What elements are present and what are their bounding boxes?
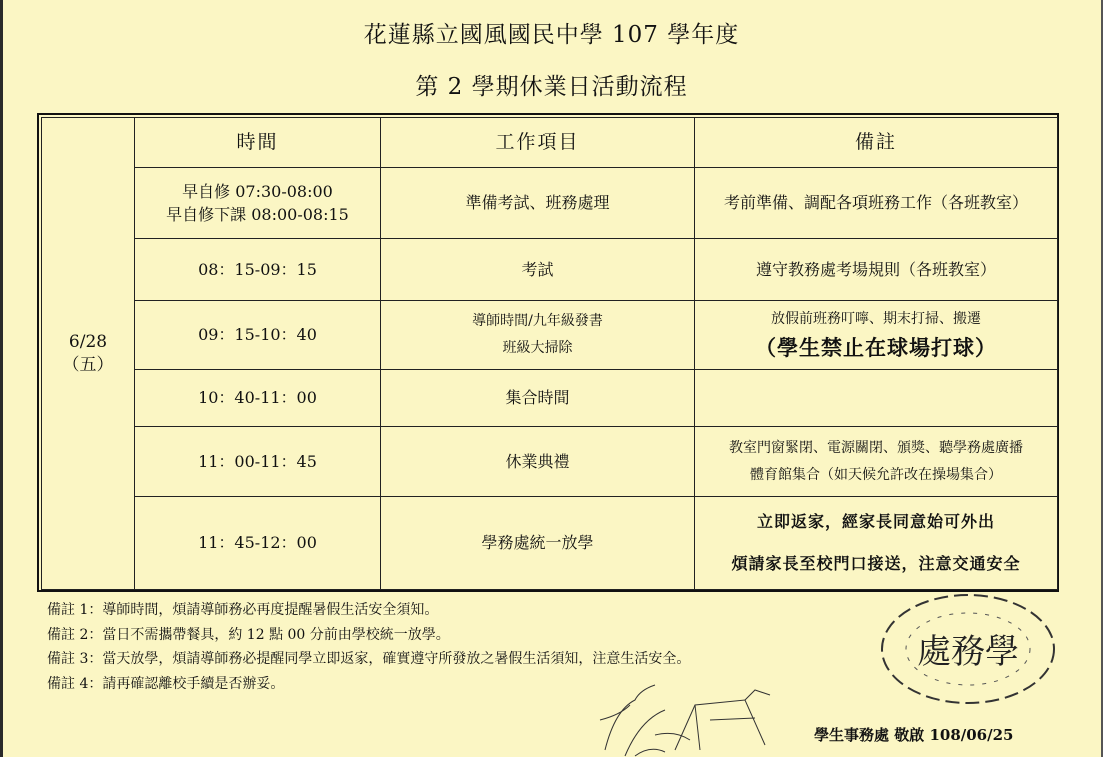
time-cell [135, 497, 381, 590]
table-row [42, 168, 1058, 239]
item-cell [381, 168, 695, 239]
document-title: 花蓮縣立國風國民中學 107 學年度 [363, 22, 740, 48]
page-left-edge [0, 0, 3, 757]
decorative-sketch-image [595, 660, 775, 757]
footnote-line: 備註 3：當天放學，煩請導師務必提醒同學立即返家，確實遵守所發放之暑假生活須知，注意生活安全。 [47, 651, 691, 667]
time-text: 11：00-11：45 [198, 451, 317, 471]
note-cell [695, 239, 1058, 301]
time-cell [135, 370, 381, 427]
note-text: 教室門窗緊閉、電源關閉、頒獎、聽學務處廣播 [729, 439, 1023, 456]
time-text: 10：40-11：00 [198, 388, 317, 408]
note-text: 遵守教務處考場規則（各班教室） [755, 259, 996, 279]
note-text: 體育館集合（如天候允許改在操場集合） [750, 466, 1002, 483]
item-cell [381, 301, 695, 370]
time-cell [135, 239, 381, 301]
column-header-time: 時間 [135, 118, 381, 168]
note-cell [695, 370, 1058, 427]
date-cell [42, 118, 135, 590]
footnote-line: 備註 2：當日不需攜帶餐具，約 12 點 00 分前由學校統一放學。 [47, 626, 450, 643]
note-cell [695, 301, 1058, 370]
stamp-text: 處務學 [917, 632, 1019, 672]
document-subtitle: 第 2 學期休業日活動流程 [415, 74, 688, 100]
footnote-line: 備註 4：請再確認離校手續是否辦妥。 [47, 675, 285, 692]
table-header-row [42, 118, 1058, 168]
note-cell [695, 427, 1058, 497]
item-text: 休業典禮 [505, 451, 570, 471]
item-cell [381, 370, 695, 427]
item-cell [381, 239, 695, 301]
time-cell [135, 427, 381, 497]
item-text: 考試 [521, 259, 554, 279]
table-row [42, 370, 1058, 427]
item-text: 導師時間/九年級發書 [472, 313, 603, 330]
item-text: 班級大掃除 [502, 340, 573, 356]
item-cell [381, 497, 695, 590]
time-text: 08：15-09：15 [198, 259, 317, 279]
schedule-table [41, 117, 1058, 590]
note-cell [695, 497, 1058, 590]
time-text: 早自修 07:30-08:00 [182, 181, 333, 201]
time-text: 11：45-12：00 [198, 533, 317, 553]
table-row [42, 427, 1058, 497]
time-text: 09：15-10：40 [198, 325, 317, 345]
time-cell [135, 168, 381, 239]
note-cell [695, 168, 1058, 239]
note-text: 立即返家，經家長同意始可外出 [756, 512, 995, 532]
weekday-label: （五） [62, 354, 114, 375]
item-cell [381, 427, 695, 497]
note-text: 煩請家長至校門口接送，注意交通安全 [731, 554, 1021, 573]
table-row [42, 497, 1058, 590]
date-label: 6/28 [68, 332, 108, 353]
table-row [42, 301, 1058, 370]
item-text: 學務處統一放學 [481, 533, 594, 553]
item-text: 準備考試、班務處理 [465, 193, 610, 213]
signature: 學生事務處 敬啟 108/06/25 [814, 726, 1014, 744]
note-text: 放假前班務叮嚀、期末打掃、搬遷 [771, 311, 981, 328]
table-row [42, 239, 1058, 301]
time-text: 早自修下課 08:00-08:15 [166, 205, 349, 224]
time-cell [135, 301, 381, 370]
column-header-item: 工作項目 [381, 118, 695, 168]
schedule-table-frame [37, 113, 1059, 592]
school-office-stamp [868, 583, 1068, 713]
item-text: 集合時間 [505, 388, 570, 408]
note-emphasis-text: （學生禁止在球場打球） [755, 335, 997, 361]
footnote-line: 備註 1：導師時間，煩請導師務必再度提醒暑假生活安全須知。 [47, 602, 439, 618]
footnotes [47, 598, 690, 696]
column-header-note: 備註 [695, 118, 1058, 168]
note-text: 考前準備、調配各項班務工作（各班教室） [723, 193, 1028, 213]
